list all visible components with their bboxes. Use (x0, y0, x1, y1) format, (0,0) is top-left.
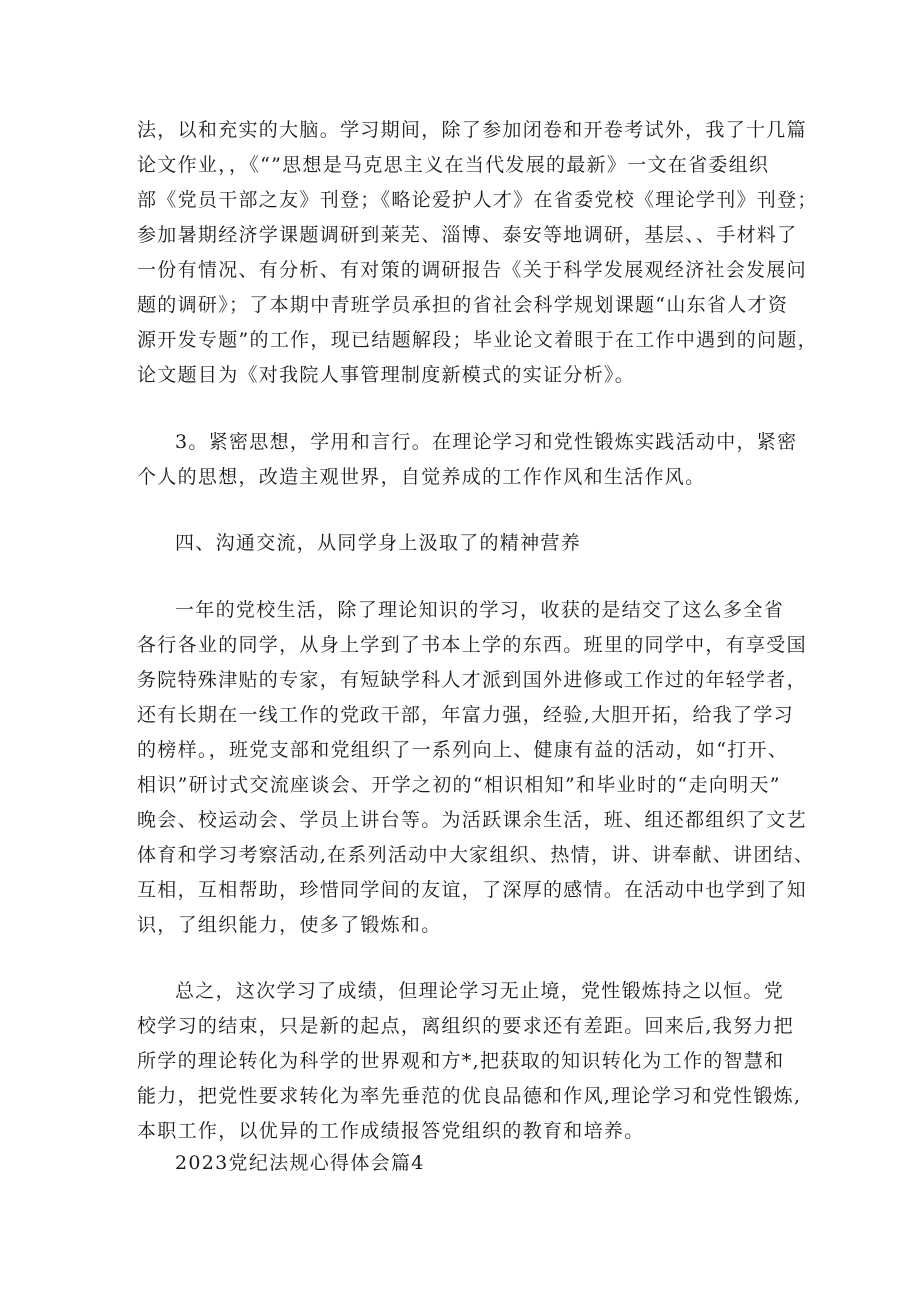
text-line: 务院特殊津贴的专家，有短缺学科人才派到国外进修或工作过的年轻学者， (137, 669, 807, 691)
text-line: 题的调研》；了本期中青班学员承担的省社会科学规划课题“山东省人才资 (137, 294, 789, 316)
text-line: 所学的理论转化为科学的世界观和方*,把获取的知识转化为工作的智慧和 (137, 1050, 785, 1072)
text-line: 部《党员干部之友》刊登；《略论爱护人才》在省委党校《理论学刊》刊登； (137, 189, 818, 211)
text-line: 晚会、校运动会、学员上讲台等。为活跃课余生活，班、组还都组织了文艺 (137, 809, 807, 831)
text-line: 各行各业的同学，从身上学到了书本上学的东西。班里的同学中，有享受国 (137, 634, 807, 656)
article-title: 2023党纪法规心得体会篇4 (175, 1152, 425, 1174)
text-line: 源开发专题”的工作，现已结题解段；毕业论文着眼于在工作中遇到的问题， (137, 329, 818, 351)
text-line: 能力，把党性要求转化为率先垂范的优良品德和作风,理论学习和党性锻炼, (137, 1085, 802, 1107)
text-line: 法，以和充实的大脑。学习期间，除了参加闭卷和开卷考试外，我了十几篇 (137, 119, 807, 141)
text-line: 校学习的结束，只是新的起点，离组织的要求还有差距。回来后,我努力把 (137, 1015, 794, 1037)
text-line: 参加暑期经济学课题调研到莱芜、淄博、泰安等地调研，基层、、手材料了 (137, 224, 798, 246)
text-line: 论文题目为《对我院人事管理制度新模式的实证分析》。 (137, 364, 636, 386)
text-line: 还有长期在一线工作的党政干部，年富力强，经验,大胆开拓，给我了学习 (137, 704, 794, 726)
text-line: 总之，这次学习了成绩，但理论学习无止境，党性锻炼持之以恒。党 (175, 980, 785, 1002)
text-line: 识，了组织能力，使多了锻炼和。 (137, 914, 442, 936)
text-line: 体育和学习考察活动,在系列活动中大家组织、热情，讲、讲奉献、讲团结、 (137, 844, 815, 866)
text-line: 互相，互相帮助，珍惜同学间的友谊，了深厚的感情。在活动中也学到了知 (137, 879, 807, 901)
text-line: 本职工作，以优异的工作成绩报答党组织的教育和培养。 (137, 1120, 645, 1142)
text-line: 个人的思想，改造主观世界，自觉养成的工作作风和生活作风。 (137, 466, 706, 488)
text-line: 3。紧密思想，学用和言行。在理论学习和党性锻炼实践活动中，紧密 (175, 431, 798, 453)
text-line: 的榜样。，班党支部和党组织了一系列向上、健康有益的活动，如“打开、 (137, 739, 789, 761)
text-line: 论文作业，，《“”思想是马克思主义在当代发展的最新》一文在省委组织 (137, 154, 770, 176)
text-line: 一年的党校生活，除了理论知识的学习，收获的是结交了这么多全省 (175, 599, 785, 621)
text-line: 一份有情况、有分析、有对策的调研报告《关于科学发展观经济社会发展问 (137, 259, 807, 281)
section-heading: 四、沟通交流，从同学身上汲取了的精神营养 (175, 532, 582, 554)
text-line: 相识”研讨式交流座谈会、开学之初的“相识相知”和毕业时的“走向明天” (137, 774, 781, 796)
